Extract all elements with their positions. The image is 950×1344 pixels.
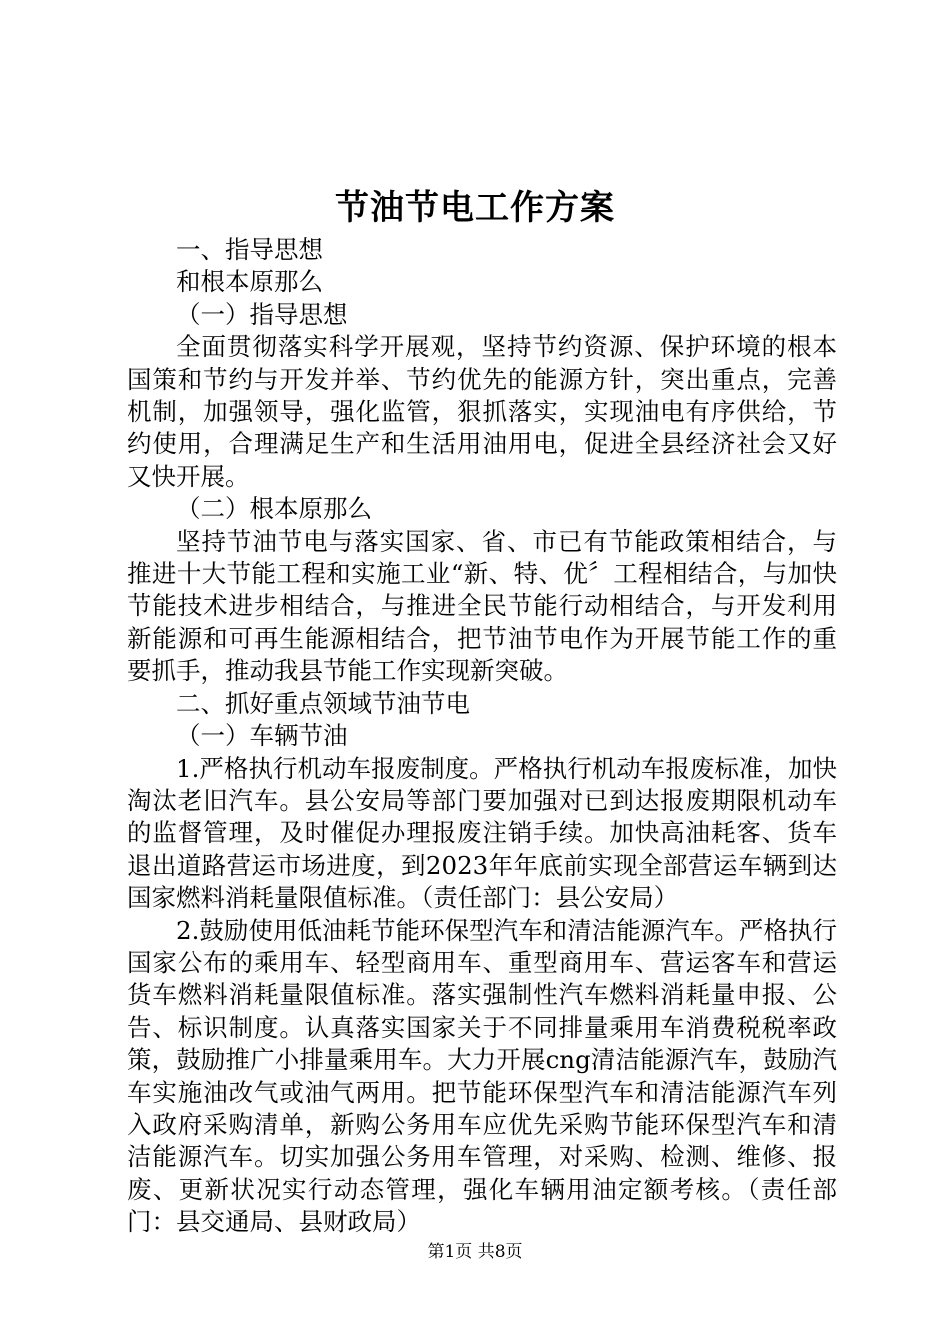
heading-guiding-ideology: 一、指导思想 — [176, 235, 323, 264]
page-footer: 第1页 共8页 — [427, 1242, 523, 1262]
heading-basic-principles: 和根本原那么 — [176, 267, 323, 297]
paragraph-guiding-ideology: 全面贯彻落实科学开展观，坚持节约资源、保护环境的根本国策和节约与开发并举、节约优先的能源方针，突出重点，完善机制，加强领导，强化监管，狠抓落实，实现油电有序供给，节约使用，合理满足生产和生活用油用电，促进全县经济社会又好又快开展。 — [127, 332, 837, 491]
document-body — [127, 234, 837, 1239]
subheading-vehicle-fuel-saving: （一）车辆节油 — [176, 721, 348, 751]
document-title: 节油节电工作方案 — [335, 188, 615, 228]
paragraph-item-1: 1.严格执行机动车报废制度。严格执行机动车报废标准，加快淘汰老旧汽车。县公安局等部门要加强对已到达报废期限机动车的监督管理，及时催促办理报废注销手续。加快高油耗客、货车退出道路营运市场进度，到2023年年底前实现全部营运车辆到达国家燃料消耗量限值标准。（责任部门：县公安局） — [127, 753, 837, 913]
subheading-basic-principles: （二）根本原那么 — [176, 494, 372, 524]
subheading-guiding-ideology: （一）指导思想 — [176, 299, 348, 329]
heading-key-areas: 二、抓好重点领域节油节电 — [176, 688, 470, 718]
paragraph-basic-principles: 坚持节油节电与落实国家、省、市已有节能政策相结合，与推进十大节能工程和实施工业“新、特、优〞工程相结合，与加快节能技术进步相结合，与推进全民节能行动相结合，与开发利用新能源和可再生能源相结合，把节油节电作为开展节能工作的重要抓手，推动我县节能工作实现新突破。 — [127, 526, 837, 686]
paragraph-item-2: 2.鼓励使用低油耗节能环保型汽车和清洁能源汽车。严格执行国家公布的乘用车、轻型商用车、重型商用车、营运客车和营运货车燃料消耗量限值标准。落实强制性汽车燃料消耗量申报、公告、标识制度。认真落实国家关于不同排量乘用车消费税税率政策，鼓励推广小排量乘用车。大力开展cng清洁能源汽车，鼓励汽车实施油改气或油气两用。把节能环保型汽车和清洁能源汽车列入政府采购清单，新购公务用车应优先采购节能环保型汽车和清洁能源汽车。切实加强公务用车管理，对采购、检测、维修、报废、更新状况实行动态管理，强化车辆用油定额考核。（责任部门：县交通局、县财政局） — [127, 915, 837, 1237]
